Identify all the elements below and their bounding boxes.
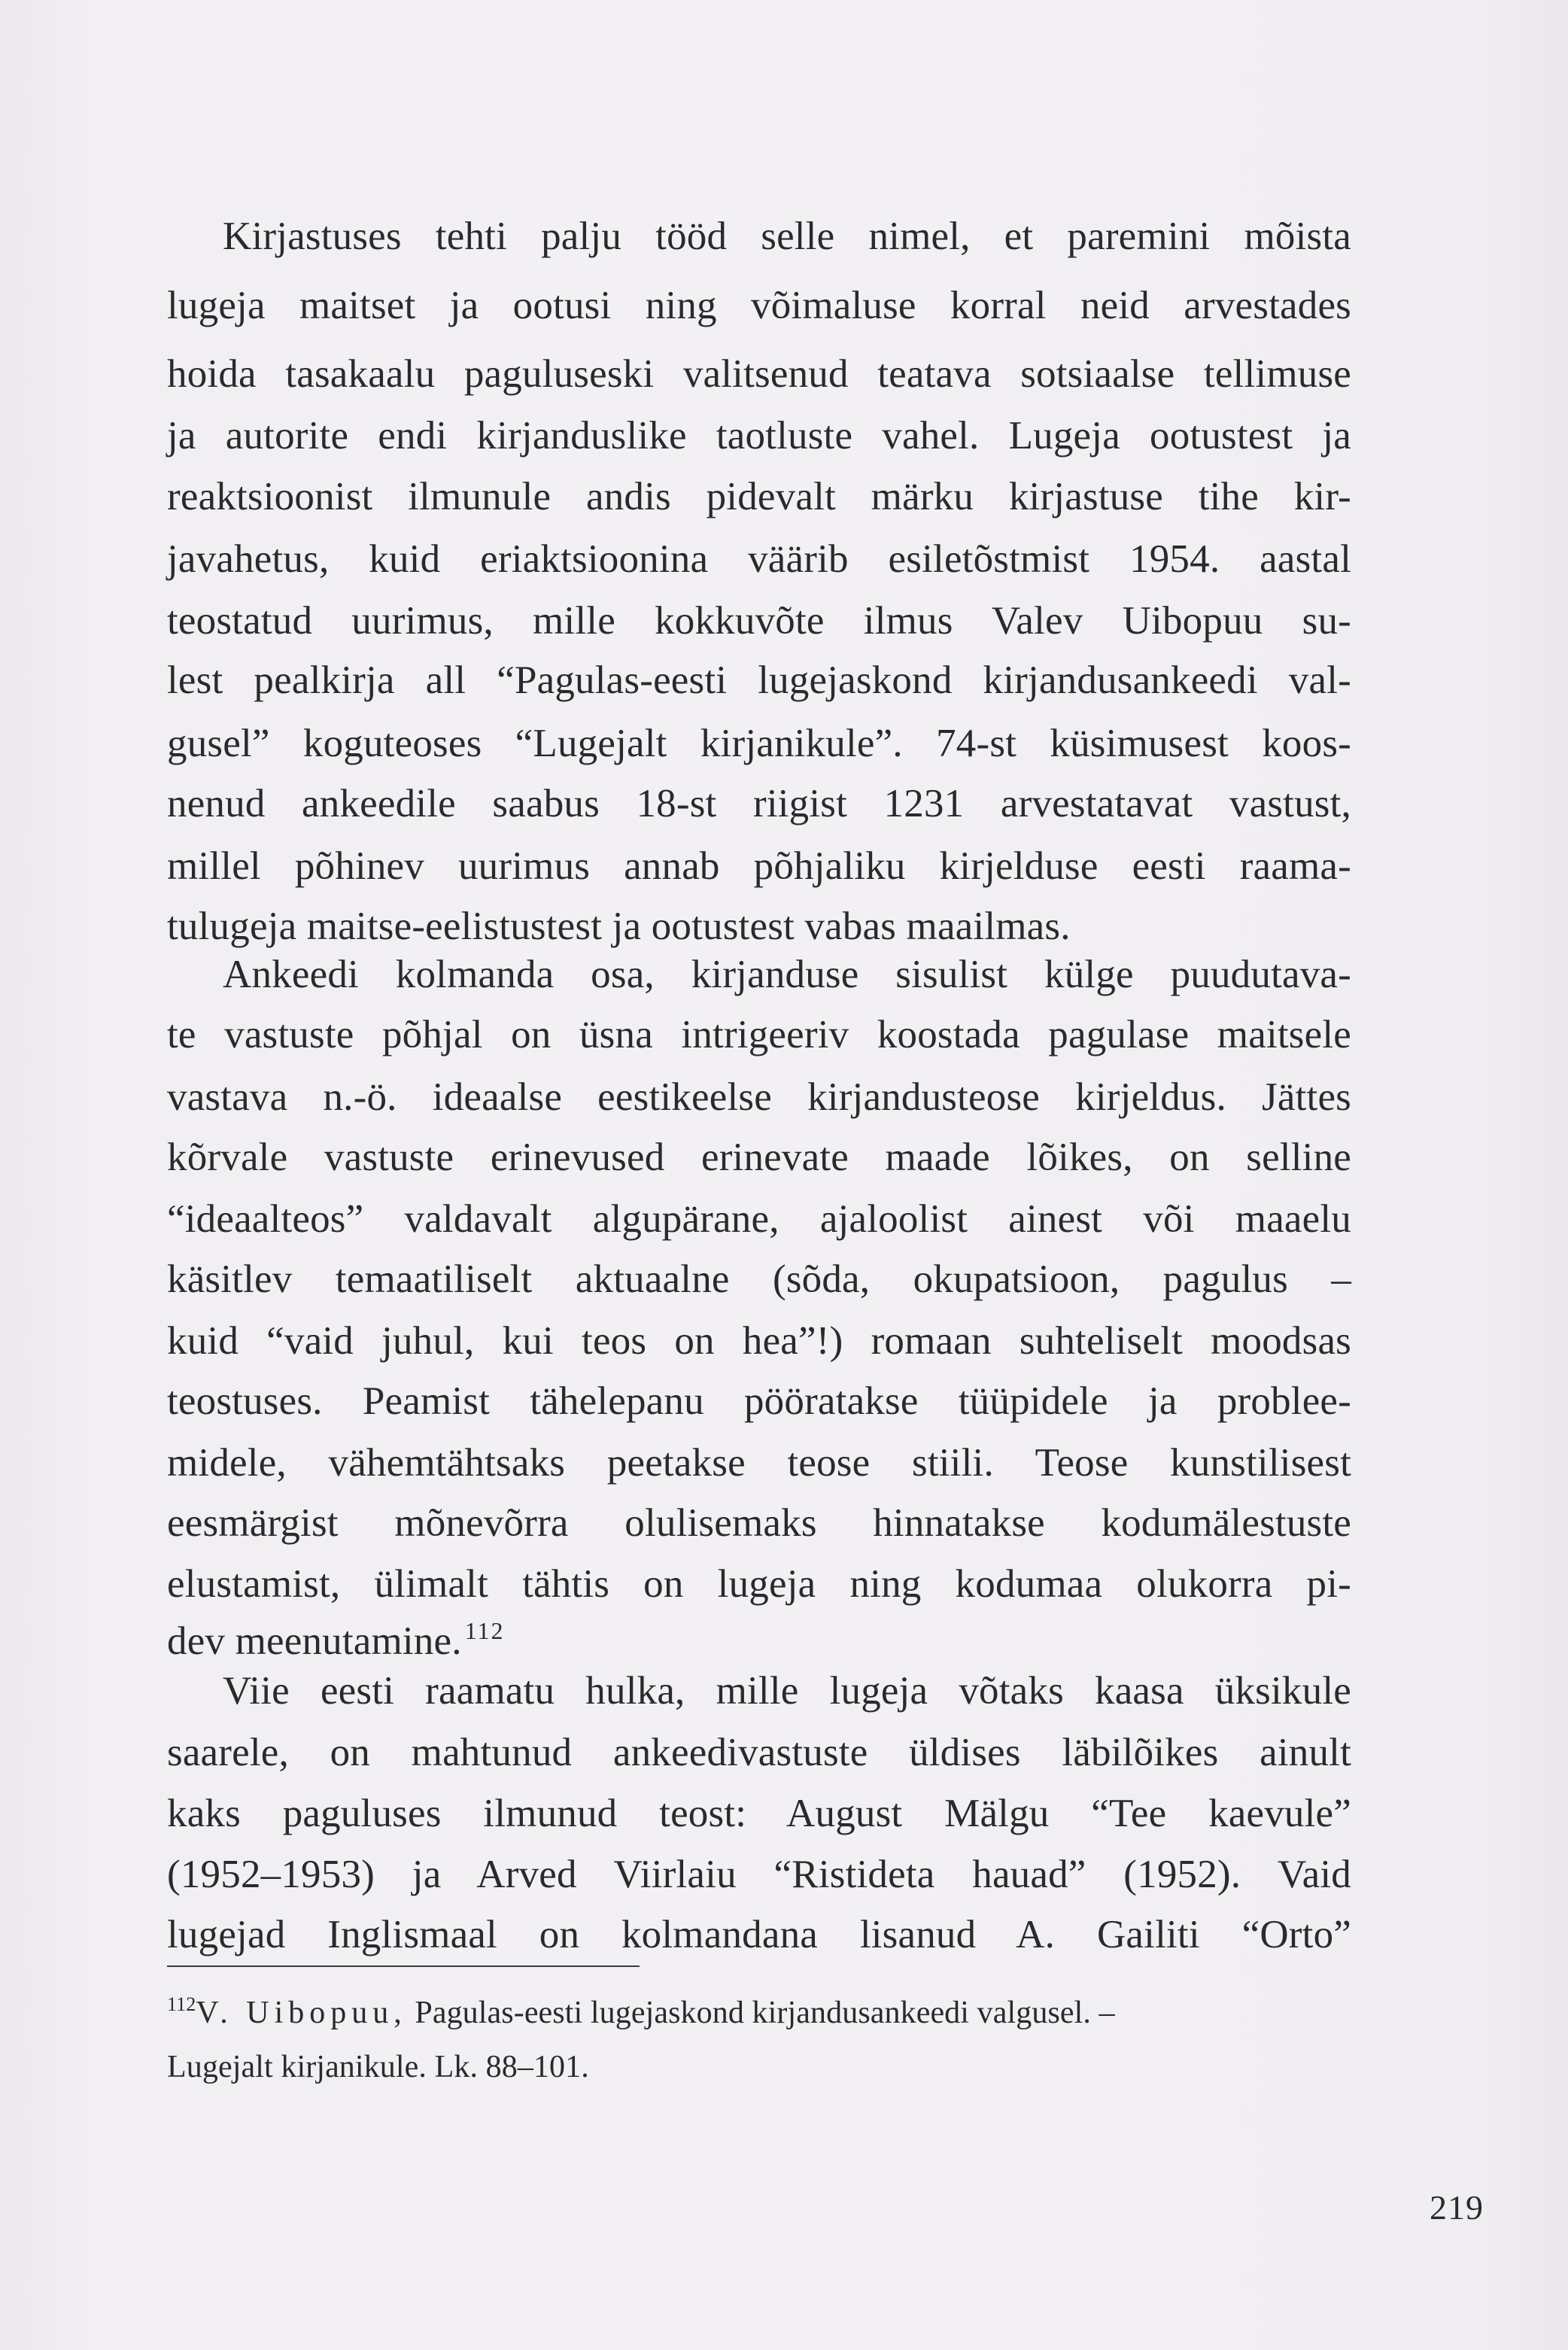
text-line: lugeja maitset ja ootusi ning võimaluse korral neid arvestades <box>167 284 1351 327</box>
text-line <box>167 1614 1351 1668</box>
footnote-reference[interactable]: 112 <box>464 1617 505 1644</box>
footnote-line <box>167 1991 1351 2035</box>
text-line: käsitlev temaatiliselt aktuaalne (sõda, okupatsioon, pagulus – <box>167 1257 1351 1301</box>
text-line: reaktsioonist ilmunule andis pidevalt märku kirjastuse tihe kir- <box>167 475 1351 518</box>
text-line: ja autorite endi kirjanduslike taotluste vahel. Lugeja ootustest ja <box>167 414 1351 458</box>
text-line: vastava n.-ö. ideaalse eestikeelse kirjandusteose kirjeldus. Jättes <box>167 1075 1351 1119</box>
text-line: midele, vähemtähtsaks peetakse teose stiili. Teose kunstilisest <box>167 1441 1351 1485</box>
text-line: javahetus, kuid eriaktsioonina väärib esiletõstmist 1954. aastal <box>167 537 1351 581</box>
footnote-line: Lugejalt kirjanikule. Lk. 88–101. <box>167 2050 589 2084</box>
text-line: te vastuste põhjal on üsna intrigeeriv koostada pagulase maitsele <box>167 1013 1351 1056</box>
text-line: eesmärgist mõnevõrra olulisemaks hinnatakse kodumälestuste <box>167 1501 1351 1545</box>
text-line: Kirjastuses tehti palju tööd selle nimel, et paremini mõista <box>223 214 1351 258</box>
text-line: teostatud uurimus, mille kokkuvõte ilmus Valev Uibopuu su- <box>167 599 1351 643</box>
text-line: “ideaalteos” valdavalt algupärane, ajaloolist ainest või maaelu <box>167 1197 1351 1241</box>
text-line: gusel” koguteoses “Lugejalt kirjanikule”. 74-st küsimusest koos- <box>167 722 1351 765</box>
footnote-number: 112 <box>167 1993 196 2015</box>
text-line: Viie eesti raamatu hulka, mille lugeja võtaks kaasa üksikule <box>223 1669 1351 1713</box>
text-line: nenud ankeedile saabus 18-st riigist 1231 arvestatavat vastust, <box>167 782 1351 825</box>
text-line: Ankeedi kolmanda osa, kirjanduse sisulist külge puudutava- <box>223 953 1351 996</box>
footnote-author: V. Uibopuu, <box>196 1996 407 2030</box>
text-line: kõrvale vastuste erinevused erinevate maade lõikes, on selline <box>167 1135 1351 1179</box>
text-line: (1952–1953) ja Arved Viirlaiu “Ristideta hauad” (1952). Vaid <box>167 1853 1351 1896</box>
text-line: hoida tasakaalu paguluseski valitsenud teatava sotsiaalse tellimuse <box>167 352 1351 396</box>
text-line: kuid “vaid juhul, kui teos on hea”!) romaan suhteliselt moodsas <box>167 1319 1351 1363</box>
page-number: 219 <box>1430 2188 1484 2227</box>
text-line: lest pealkirja all “Pagulas-eesti lugejaskond kirjandusankeedi val- <box>167 658 1351 702</box>
text-line: millel põhinev uurimus annab põhjaliku kirjelduse eesti raama- <box>167 844 1351 888</box>
text-line: teostuses. Peamist tähelepanu pööratakse tüüpidele ja problee- <box>167 1379 1351 1423</box>
footnote-text: Pagulas-eesti lugejaskond kirjandusankeedi valgusel. – <box>415 1996 1115 2030</box>
text-line: elustamist, ülimalt tähtis on lugeja ning kodumaa olukorra pi- <box>167 1562 1351 1606</box>
text-line: lugejad Inglismaal on kolmandana lisanud A. Gailiti “Orto” <box>167 1913 1351 1956</box>
footnote-divider <box>167 1965 640 1967</box>
text-line: kaks paguluses ilmunud teost: August Mälgu “Tee kaevule” <box>167 1792 1351 1835</box>
text-line: saarele, on mahtunud ankeedivastuste üldises läbilõikes ainult <box>167 1731 1351 1774</box>
text-line: tulugeja maitse-eelistustest ja ootustest vabas maailmas. <box>167 904 1071 948</box>
text-line-content: dev meenutamine. <box>167 1619 462 1663</box>
